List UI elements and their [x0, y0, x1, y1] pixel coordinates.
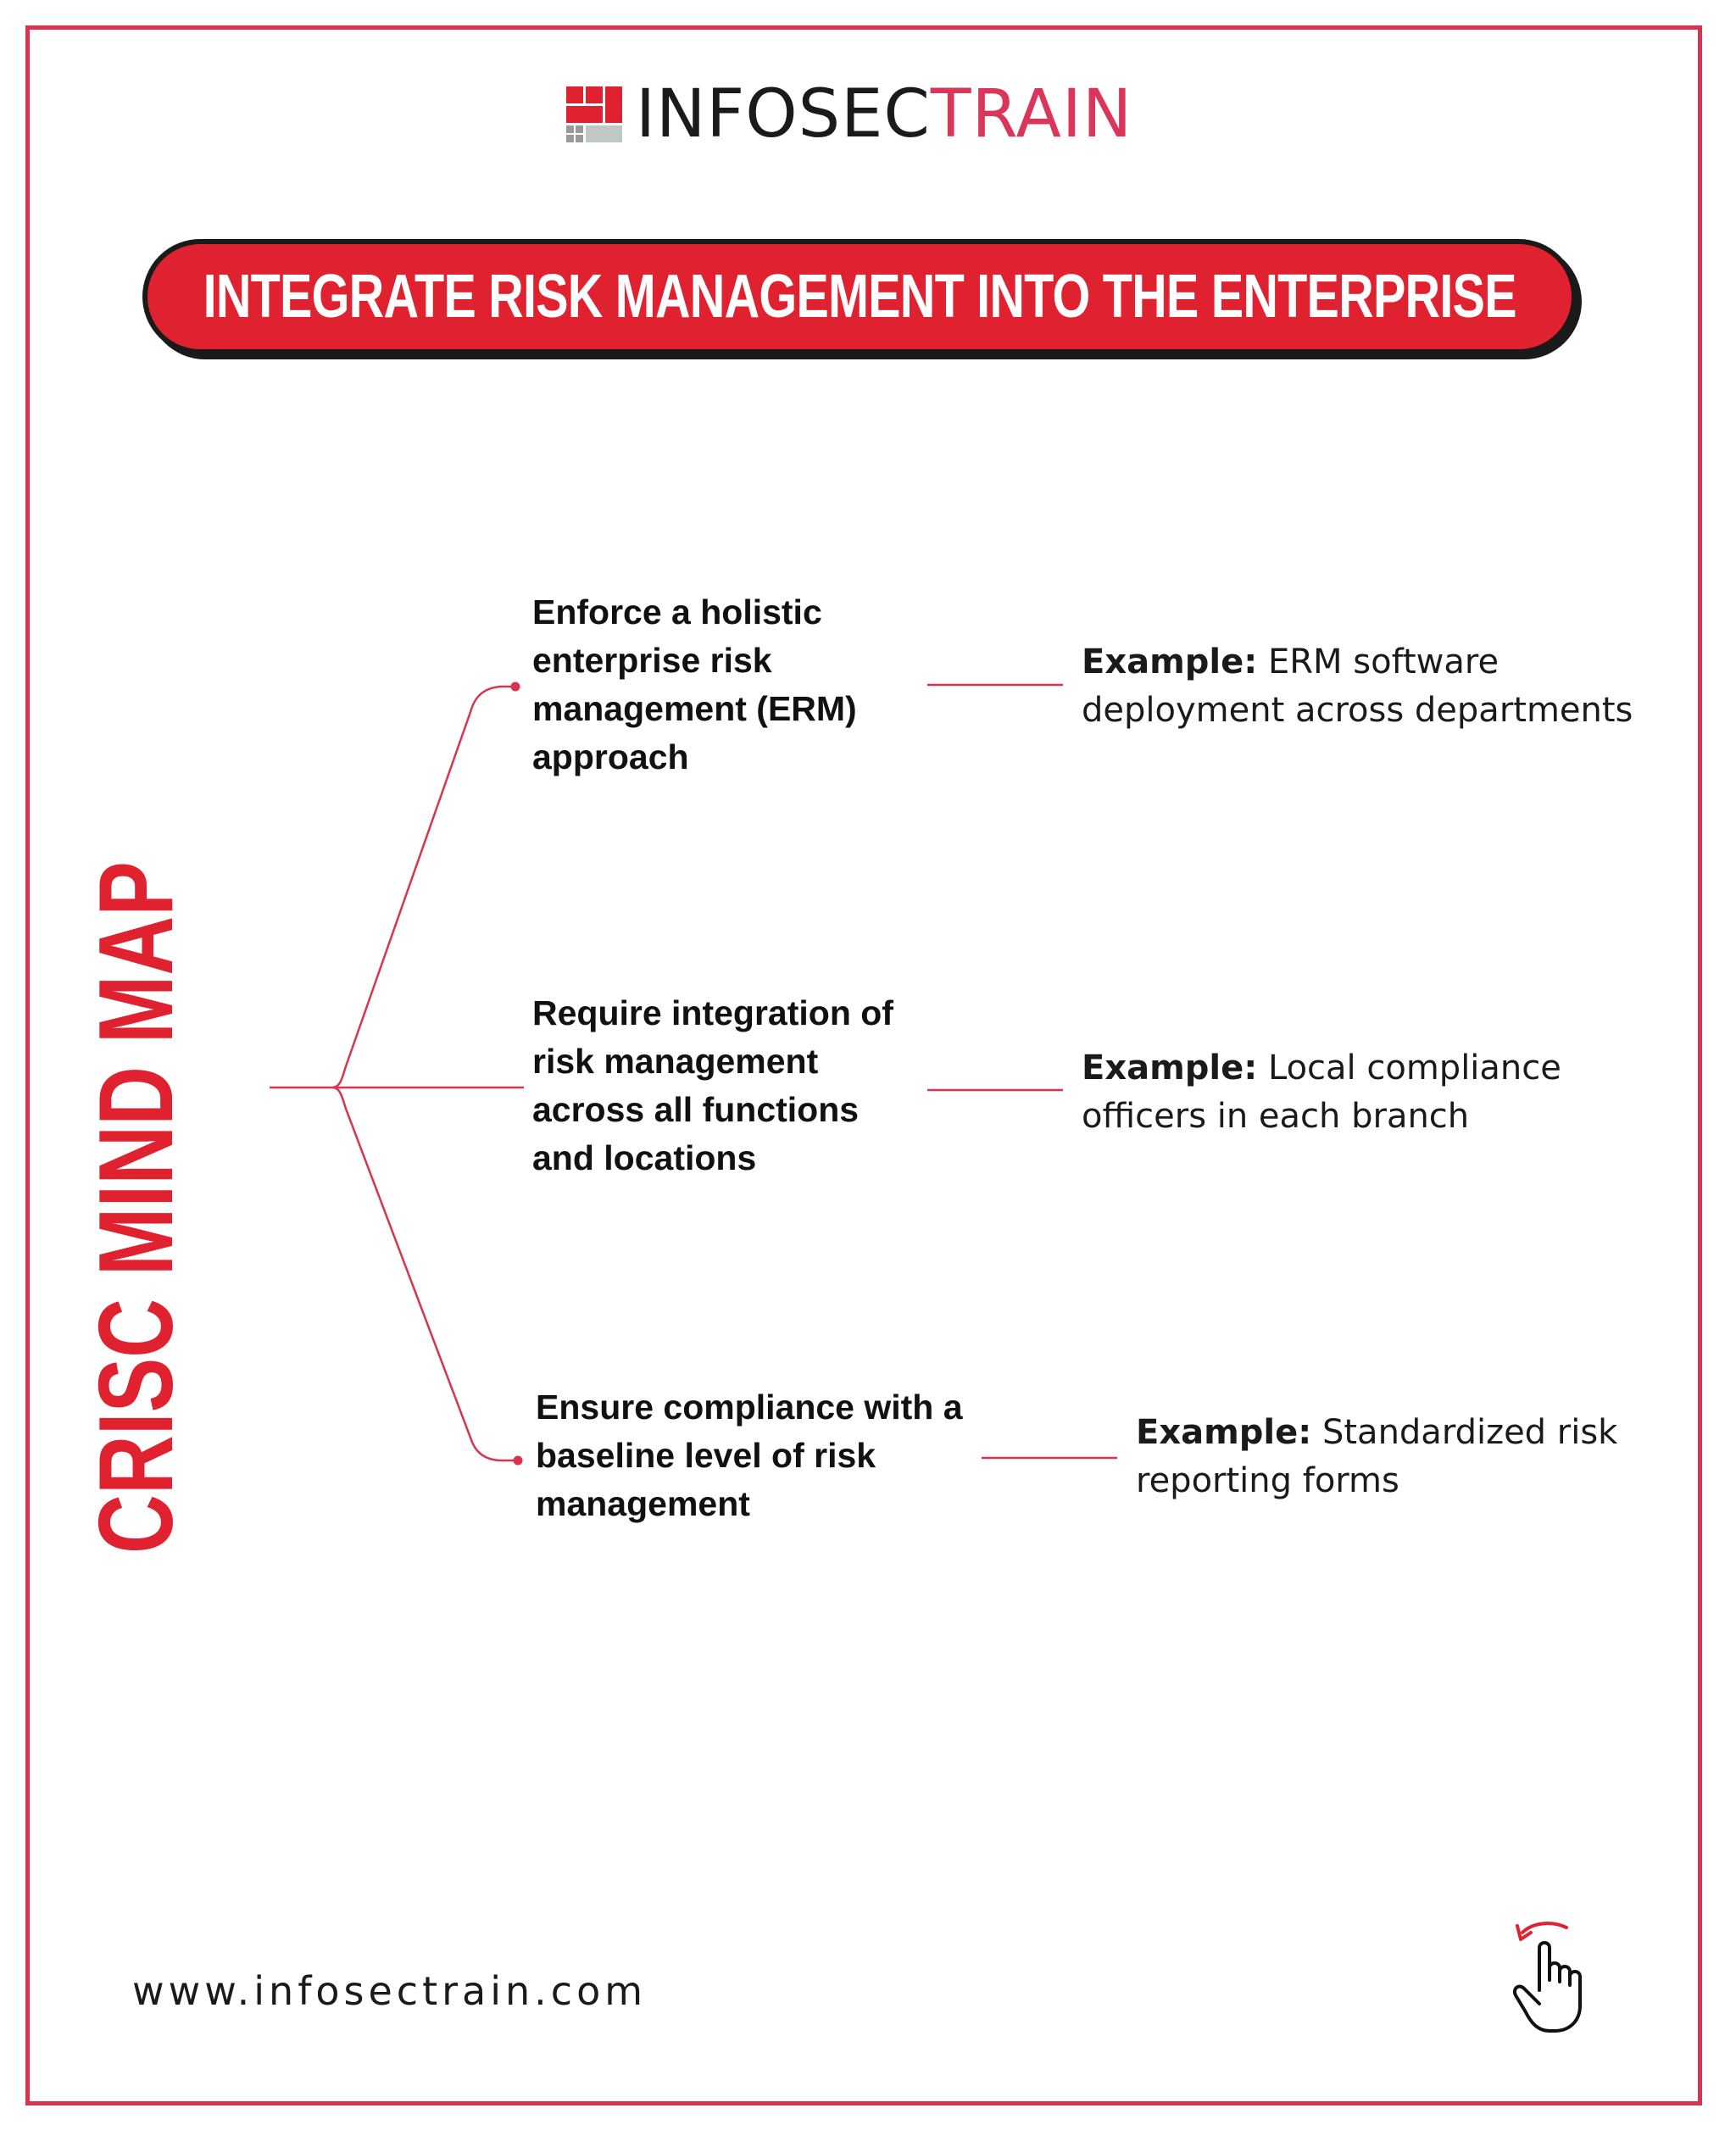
side-title-text: CRISC MIND MAP — [78, 861, 195, 1554]
brand-name-part2: TRAIN — [930, 76, 1133, 153]
example-2-text: Local compliance officers in each branch — [1082, 1049, 1561, 1136]
branch-node-2: Require integration of risk management across all functions and locations — [532, 993, 893, 1177]
branch-node-1: Enforce a holistic enterprise risk management (ERM) approach — [532, 592, 857, 776]
swipe-arrow — [1522, 1923, 1566, 1933]
example-2-label: Example: — [1082, 1049, 1258, 1087]
banner-title: INTEGRATE RISK MANAGEMENT INTO THE ENTERPRISE — [203, 263, 1516, 331]
branch-node-3: Ensure compliance with a baseline level of risk management — [536, 1388, 963, 1523]
example-1-label: Example: — [1082, 642, 1258, 681]
example-3-label: Example: — [1136, 1413, 1312, 1452]
hand-outline — [1515, 1943, 1580, 2031]
footer-url[interactable]: www.infosectrain.com — [132, 1968, 648, 2014]
example-1 — [1082, 638, 1675, 735]
branch-connector-upper — [332, 687, 515, 1087]
example-3-text: Standardized risk reporting forms — [1136, 1413, 1618, 1500]
example-2 — [1082, 1044, 1658, 1141]
example-3 — [1136, 1409, 1644, 1505]
hand-pointer-swipe-icon — [1500, 1917, 1602, 2036]
brand-name-part1: INFOSEC — [636, 76, 931, 153]
example-1-text: ERM software deployment across departments — [1082, 642, 1633, 730]
node-dot-1 — [511, 682, 520, 692]
branch-connector-lower — [332, 1087, 518, 1460]
node-dot-3 — [514, 1456, 523, 1466]
